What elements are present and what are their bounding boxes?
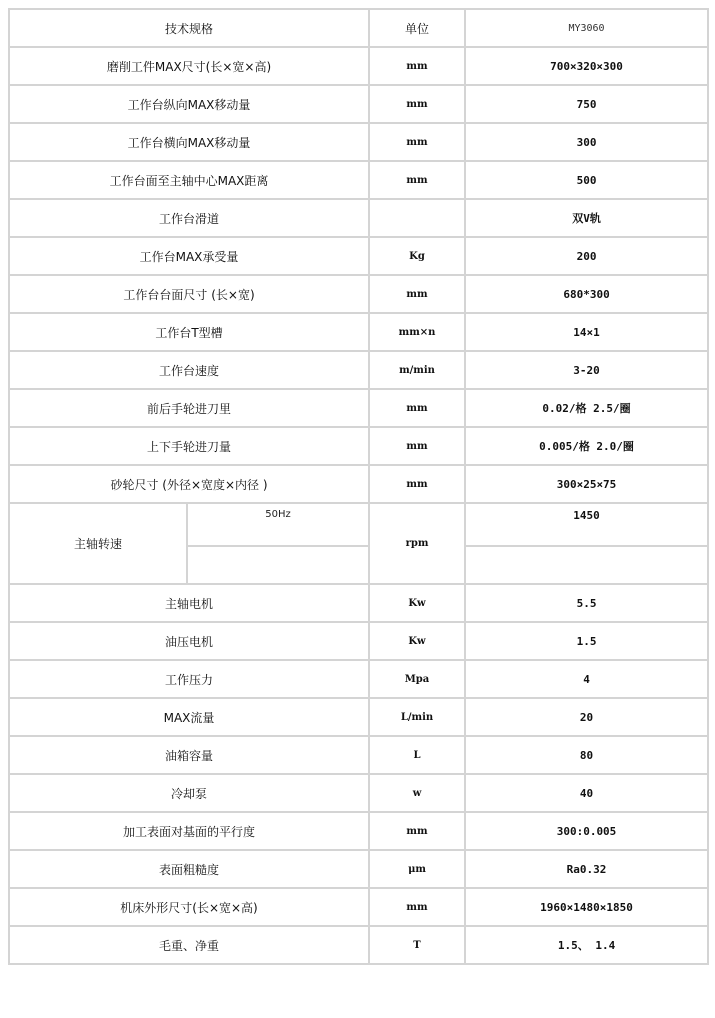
table-row (9, 123, 708, 161)
table-row (9, 351, 708, 389)
table-row (9, 427, 708, 465)
spec-name: 油箱容量 (9, 736, 369, 774)
spec-value: 300 (465, 123, 708, 161)
spec-value: 20 (465, 698, 708, 736)
spec-unit: mm×n (369, 313, 465, 351)
spec-value: 700×320×300 (465, 47, 708, 85)
spec-name: 加工表面对基面的平行度 (9, 812, 369, 850)
spec-unit: w (369, 774, 465, 812)
spec-unit: mm (369, 389, 465, 427)
spec-name: 工作台T型槽 (9, 313, 369, 351)
spec-unit: mm (369, 47, 465, 85)
spec-name: 工作台MAX承受量 (9, 237, 369, 275)
table-row (9, 622, 708, 660)
spec-value: 40 (465, 774, 708, 812)
table-row (9, 850, 708, 888)
spec-unit: mm (369, 888, 465, 926)
spec-unit: μm (369, 850, 465, 888)
spec-name: 油压电机 (9, 622, 369, 660)
table-header-row (9, 9, 708, 47)
spec-value: 双V轨 (465, 199, 708, 237)
spec-unit: m/min (369, 351, 465, 389)
spec-unit: T (369, 926, 465, 964)
table-row-spindle-speed (9, 503, 708, 546)
spec-unit: Kw (369, 584, 465, 622)
spec-name: 前后手轮进刀里 (9, 389, 369, 427)
spindle-speed-value-2 (465, 546, 708, 584)
header-spec: 技术规格 (9, 9, 369, 47)
spec-value: 0.005/格 2.0/圈 (465, 427, 708, 465)
spec-unit: mm (369, 275, 465, 313)
table-row (9, 888, 708, 926)
spec-table (8, 8, 709, 965)
table-row (9, 389, 708, 427)
table-row (9, 736, 708, 774)
table-row (9, 660, 708, 698)
spec-value: 0.02/格 2.5/圈 (465, 389, 708, 427)
spec-name: 工作台面至主轴中心MAX距离 (9, 161, 369, 199)
spec-name: 工作台横向MAX移动量 (9, 123, 369, 161)
spec-value: 80 (465, 736, 708, 774)
spec-name: 砂轮尺寸 (外径×宽度×内径 ) (9, 465, 369, 503)
spec-name: 主轴电机 (9, 584, 369, 622)
table-row (9, 584, 708, 622)
spec-unit: L/min (369, 698, 465, 736)
table-row (9, 85, 708, 123)
header-unit: 单位 (369, 9, 465, 47)
spec-value: 300×25×75 (465, 465, 708, 503)
spec-value: 5.5 (465, 584, 708, 622)
header-model: MY3060 (465, 9, 708, 47)
spec-value: 200 (465, 237, 708, 275)
spec-value: 500 (465, 161, 708, 199)
spec-unit: Mpa (369, 660, 465, 698)
spec-unit: mm (369, 161, 465, 199)
table-row (9, 161, 708, 199)
spec-name: 表面粗糙度 (9, 850, 369, 888)
spindle-speed-name: 主轴转速 (9, 503, 187, 584)
spindle-speed-value: 1450 (465, 503, 708, 546)
table-row (9, 812, 708, 850)
table-row (9, 465, 708, 503)
spec-unit: Kw (369, 622, 465, 660)
spec-unit: mm (369, 427, 465, 465)
spindle-speed-freq: 50Hz (187, 503, 369, 546)
spec-name: 工作台滑道 (9, 199, 369, 237)
spec-value: 3-20 (465, 351, 708, 389)
spec-value: 680*300 (465, 275, 708, 313)
spec-unit (369, 199, 465, 237)
spec-value: 1.5 (465, 622, 708, 660)
table-row (9, 774, 708, 812)
table-row (9, 237, 708, 275)
spec-value: 300:0.005 (465, 812, 708, 850)
spec-value: 1960×1480×1850 (465, 888, 708, 926)
spec-value: 4 (465, 660, 708, 698)
spindle-speed-freq-empty (187, 546, 369, 584)
spec-unit: L (369, 736, 465, 774)
table-row (9, 47, 708, 85)
spec-name: 工作台速度 (9, 351, 369, 389)
table-row (9, 313, 708, 351)
spec-value: 750 (465, 85, 708, 123)
spec-name: 工作台纵向MAX移动量 (9, 85, 369, 123)
spec-name: 毛重、净重 (9, 926, 369, 964)
table-row (9, 275, 708, 313)
spec-name: 工作压力 (9, 660, 369, 698)
spec-name: 工作台台面尺寸 (长×宽) (9, 275, 369, 313)
spec-name: 冷却泵 (9, 774, 369, 812)
table-row (9, 926, 708, 964)
spec-value: 14×1 (465, 313, 708, 351)
spec-name: 磨削工件MAX尺寸(长×宽×高) (9, 47, 369, 85)
table-row (9, 199, 708, 237)
spec-value: 1.5、 1.4 (465, 926, 708, 964)
spindle-speed-unit: rpm (369, 503, 465, 584)
spec-unit: mm (369, 465, 465, 503)
spec-name: 上下手轮进刀量 (9, 427, 369, 465)
spec-unit: mm (369, 85, 465, 123)
spec-name: MAX流量 (9, 698, 369, 736)
spec-value: Ra0.32 (465, 850, 708, 888)
spec-name: 机床外形尺寸(长×宽×高) (9, 888, 369, 926)
spec-unit: mm (369, 123, 465, 161)
table-row (9, 698, 708, 736)
spec-unit: Kg (369, 237, 465, 275)
spec-unit: mm (369, 812, 465, 850)
